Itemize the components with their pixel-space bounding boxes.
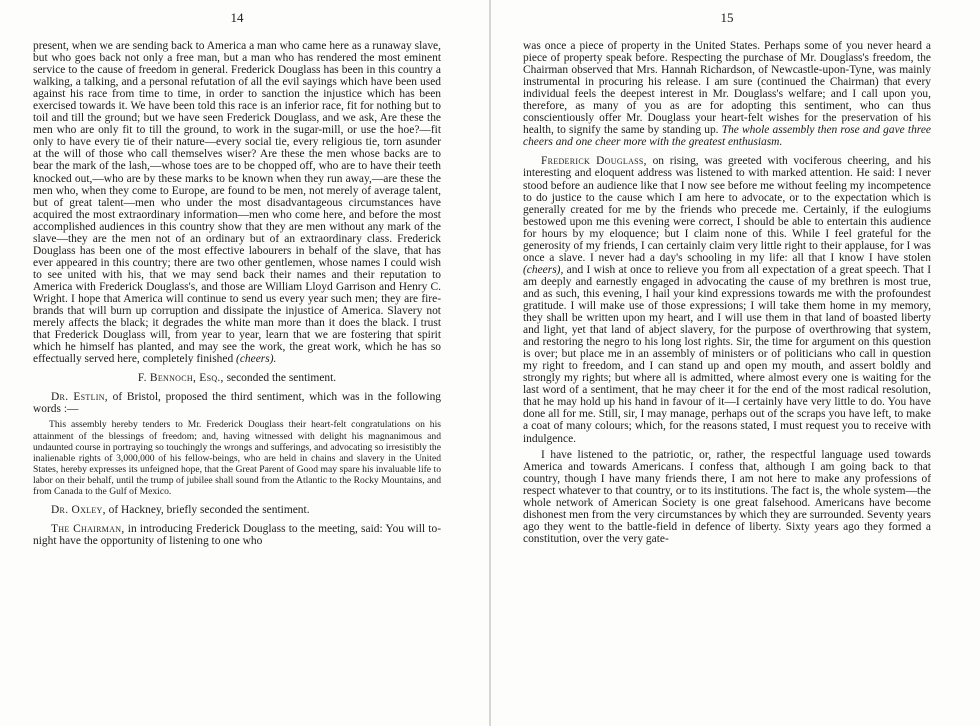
speaker-action: of Hackney, briefly seconded the sentiment. [108,504,310,517]
douglass-speech-paragraph [523,155,931,444]
third-sentiment-quote: This assembly hereby tenders to Mr. Frederick Douglass their heart-felt congratulations on his attainment of the blessings of freedom; and, having witnessed with delight his magnanimous and undaunted course in portraying so touchingly the wrongs and sufferings, and advocating so irresistibly the inalienable rights of 3,000,000 of his fellow-beings, who are held in chains and slavery in the United States, hereby expresses its unfeigned hope, that the Great Parent of Good may spare his invaluable life to labor on their behalf, until the trump of jubilee shall sound from the Atlantic to the Rocky Mountains, and from Canada to the Gulf of Mexico. [33,419,441,497]
speaker-name: Frederick Douglass, [541,155,647,168]
oxley-line [33,504,441,516]
speaker-name: Dr. Estlin, [51,391,108,404]
speaker-action: in introducing Frederick Douglass to the meeting, said: You will to-night have the opportunity of listening to one who [33,523,441,548]
bennoch-line [33,372,441,384]
page-gutter [489,0,491,726]
estlin-paragraph [33,391,441,415]
speaker-action: of Bristol, proposed the third sentiment, which was in the following words :— [33,391,441,416]
speaker-name: F. Bennoch, Esq., [137,372,224,385]
speaker-name: Dr. Oxley, [51,504,106,517]
speaker-action: seconded the sentiment. [226,372,337,385]
right-page [523,10,931,720]
paragraph-text: present, when we are sending back to America a man who came here as a runaway slave, but who goes back not only a free man, but a man who has rendered the most eminent service to the cause of freedom in general. Frederick Douglass has been in this country a walking, a talking, and a personal refutation of all the evil sayings which have been used against his race from time to time, in order to sanction the injustice which has been exercised towards it. We have been told this race is an inferior race, fit for nothing but to toil and till the ground; but we have seen Frederick Douglass, and we ask, Are these the men who are only fit to till the ground, to work in the sugar-mill, or use the hoe?—fit only to have every tie of their nature—every social tie, every religious tie, torn asunder at the will of those who call themselves wiser? Are these the men whose backs are to bear the mark of the lash,—whose toes are to be chopped off, who are to have their teeth knocked out,—who are by these marks to be known when they run away,—are these the men who, when they come to Europe, are found to be men, not merely of average talent, but of great talent—men who under the most disadvantageous circumstances have acquired the most extraordinary information—men who come here, and before the most accomplished audiences in this country show that they are men without any mark of the slave—they are the men not of an ordinary but of an extraordinary class. Frederick Douglass has been one of the most effective labourers in behalf of the slave, that has ever appeared in this country; there are two other gentlemen, whose names I could wish to see united with his, that we may send back their names and their reputation to America with Frederick Douglass's, and those are William Lloyd Garrison and Henry C. Wright. I hope that America will continue to send us every year such men; they are fire-brands that will burn up corruption and dissipate the injustice of America. Slavery not merely affects the black; it degrades the white man more than it does the black. I trust that Frederick Douglass will, from year to year, learn that we are fostering that spirit which he himself has planted, and may see the work, the great work, which he has so effectually served here, completely finished [33,40,441,366]
cheers-note: (cheers), [523,263,564,276]
chairman-paragraph [33,523,441,547]
america-paragraph: I have listened to the patriotic, or, rather, the respectful language used towards America and towards Americans. I confess that, although I am going back to that country, though I have many friends there, I am not here to make any professions of respect whatever to that country, or to its institutions. The fact is, the whole system—the whole network of American Society is one great falsehood. Americans have become dishonest men from the very circumstances by which they are surrounded. Seventy years ago they went to the battle-field in defence of liberty. Sixty years ago they formed a constitution, over the very gate- [523,448,931,545]
paragraph-text: and I wish at once to relieve you from all expectation of a great speech. That I am deeply and earnestly engaged in advocating the cause of my brethren is most true, and as such, this evening, I hail your kind expressions towards me with the profoundest gratitude. I will make use of those expressions; I will take them home in my memory, they shall be written upon my heart, and I will use them in that land of boasted liberty and light, yet that land of abject slavery, for the purpose of overthrowing that system, and restoring the negro to his long lost rights. Sir, the time for argument on this question is over; but place me in an assembly of ministers or of politicians who call in question my right to freedom, and I can stand up and open my mouth, and assert boldly and strongly my rights; but where all is admitted, where almost every one is waiting for the last word of a sentiment, that he may cheer it for the end of the most radical resolution, that he may hold up his hand in favour of it—I certainly have very little to do. You have done all for me. Still, sir, I may manage, perhaps out of the scraps you have left, to make a coat of many colours; which, for the reasons stated, I must request you to receive with indulgence. [523,263,931,445]
paragraph-frederick-douglass-eulogy [33,40,441,365]
paragraph-text: on rising, was greeted with vociferous cheering, and his interesting and eloquent address was listened to with marked attention. He said: I never stood before an audience like that I now see before me without feeling my incompetence to do justice to the cause which I am here to advocate, or to the expectation which is generally created for me by the friends who precede me. Certainly, if the eulogiums bestowed upon me this evening were correct, I should be able to entertain this audience for hours by my eloquence; but I claim none of this. While I feel grateful for the generosity of my friends, I can certainly claim very little right to their applause, for I was once a slave. I never had a day's schooling in my life: all that I know I have stolen [523,155,931,264]
cheers-note: (cheers). [236,353,277,366]
chairman-continued-paragraph [523,40,931,148]
speaker-name: The Chairman, [51,523,125,536]
assembly-response: The whole assembly then rose and gave three cheers and one cheer more with the greatest enthusiasm. [523,124,931,149]
page-number-right: 15 [720,10,734,25]
page-number-left: 14 [230,10,244,25]
paragraph-text: was once a piece of property in the United States. Perhaps some of you never heard a piece of property speak before. Respecting the purchase of Mr. Douglass's freedom, the Chairman observed that Mrs. Hannah Richardson, of Newcastle-upon-Tyne, was mainly instrumental in procuring his release. I am sure (continued the Chairman) that every individual feels the deepest interest in Mr. Douglass's welfare; and I call upon you, therefore, as many of you as are for adopting this sentiment, who can thus conscientiously offer Mr. Douglass your heart-felt wishes for the preservation of his health, to signify the same by standing up. [523,40,931,137]
left-page [33,10,441,720]
